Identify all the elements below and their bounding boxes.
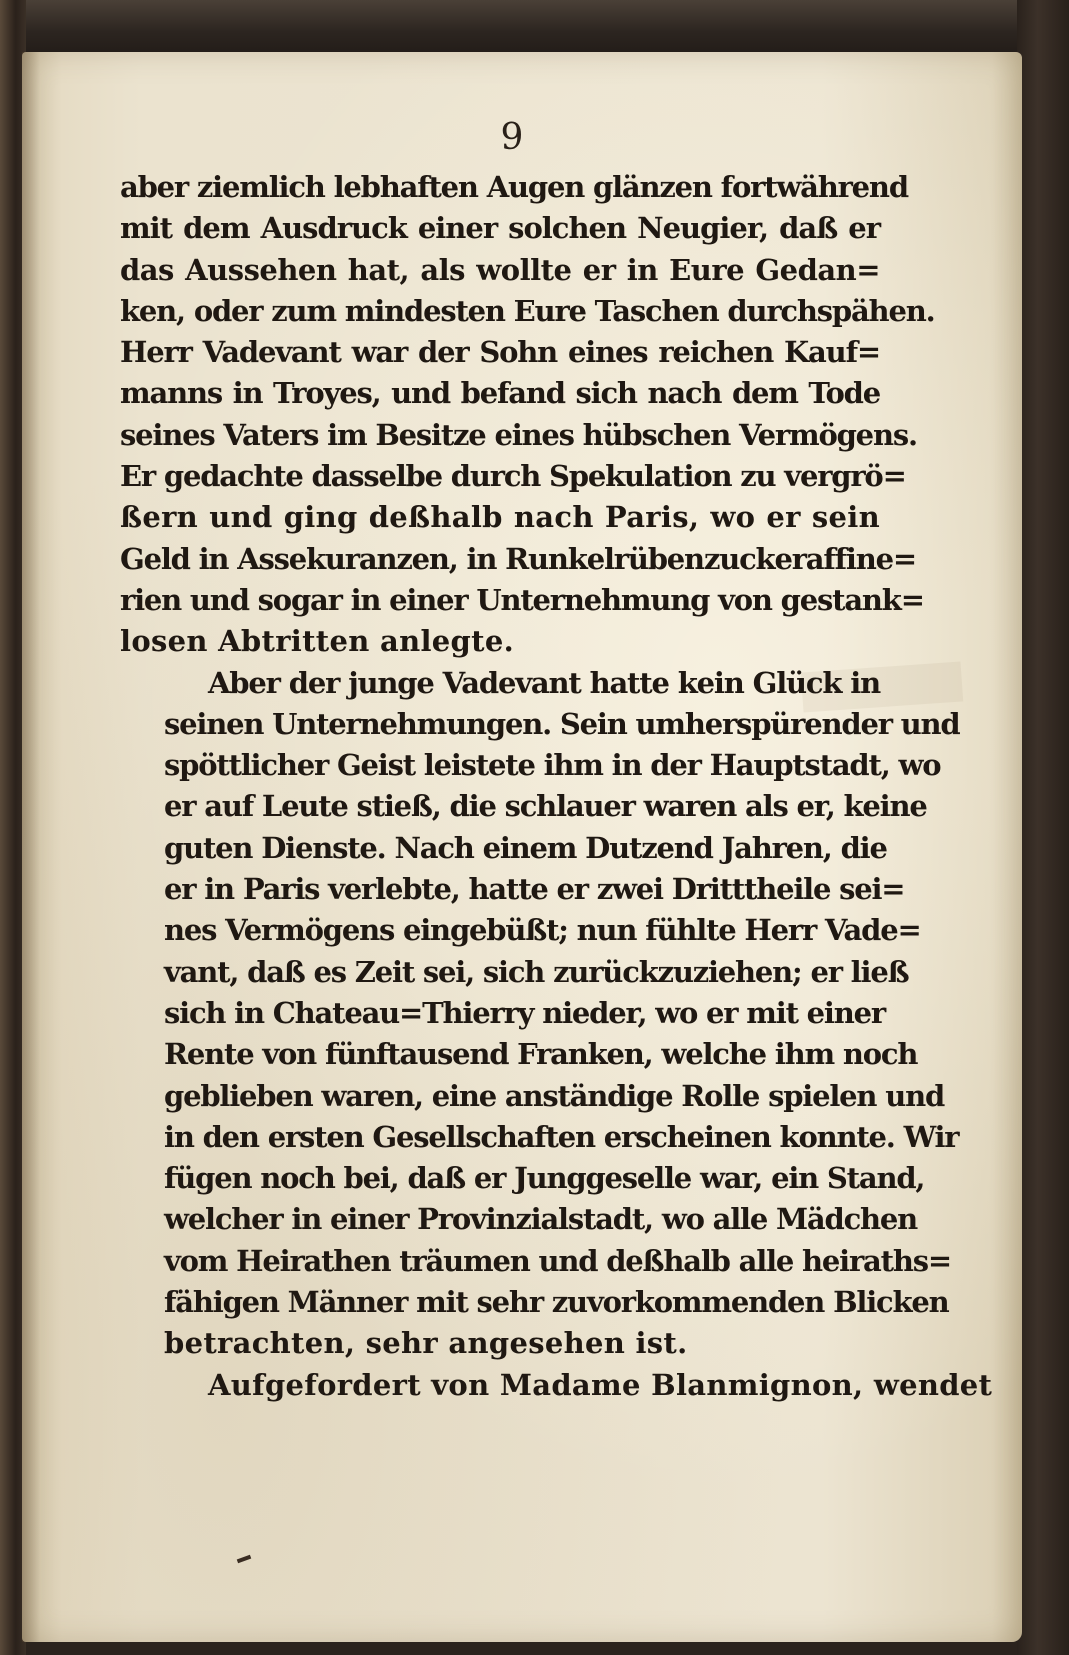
book-cover-right-edge [1017, 0, 1069, 1655]
text-line: betrachten, sehr angesehen ist. [164, 1326, 688, 1361]
text-line: er in Paris verlebte, hatte er zwei Dritttheile sei= [164, 872, 905, 907]
text-line: vant, daß es Zeit sei, sich zurückzuziehen; er ließ [164, 954, 909, 989]
paragraph [120, 1365, 993, 1406]
text-line: mit dem Ausdruck einer solchen Neugier, daß er [120, 211, 880, 246]
paragraph [120, 663, 960, 1365]
text-line: fügen noch bei, daß er Junggeselle war, ein Stand, [164, 1161, 925, 1196]
text-line: nes Vermögens eingebüßt; nun fühlte Herr Vade= [164, 913, 921, 948]
text-line: ken, oder zum mindesten Eure Taschen durchspähen. [120, 293, 935, 328]
text-line: Aufgefordert von Madame Blanmignon, wendet [208, 1367, 993, 1402]
text-line: geblieben waren, eine anständige Rolle spielen und [164, 1078, 945, 1113]
book-cover-top-edge [0, 0, 1069, 58]
text-line: Aber der junge Vadevant hatte kein Glück in [208, 665, 880, 700]
text-line: fähigen Männer mit sehr zuvorkommenden Blicken [164, 1285, 949, 1320]
text-line: losen Abtritten anlegte. [120, 624, 514, 659]
body-text [120, 167, 993, 1406]
paper-page [22, 52, 1022, 1642]
text-line: manns in Troyes, und befand sich nach dem Tode [120, 376, 880, 411]
text-line: spöttlicher Geist leistete ihm in der Hauptstadt, wo [164, 748, 941, 783]
page-gutter-shadow [22, 52, 40, 1642]
text-line: Herr Vadevant war der Sohn eines reichen Kauf= [120, 335, 880, 370]
text-line: seines Vaters im Besitze eines hübschen Vermögens. [120, 417, 917, 452]
text-line: rien und sogar in einer Unternehmung von gestank= [120, 582, 924, 617]
text-line: sich in Chateau=Thierry nieder, wo er mit einer [164, 995, 885, 1030]
text-line: ßern und ging deßhalb nach Paris, wo er sein [120, 500, 880, 535]
text-line: guten Dienste. Nach einem Dutzend Jahren, die [164, 830, 887, 865]
paragraph [120, 167, 935, 663]
text-line: er auf Leute stieß, die schlauer waren als er, keine [164, 789, 927, 824]
text-line: Er gedachte dasselbe durch Spekulation zu vergrö= [120, 459, 906, 494]
text-line: Rente von fünftausend Franken, welche ihm noch [164, 1037, 918, 1072]
text-line: aber ziemlich lebhaften Augen glänzen fortwährend [120, 170, 908, 204]
text-line: welcher in einer Provinzialstadt, wo alle Mädchen [164, 1202, 918, 1237]
text-line: vom Heirathen träumen und deßhalb alle heiraths= [164, 1243, 951, 1278]
text-line: seinen Unternehmungen. Sein umherspürender und [164, 706, 960, 741]
ink-mark [237, 1555, 252, 1564]
page-number: 9 [500, 117, 524, 158]
text-line: Geld in Assekuranzen, in Runkelrübenzuckeraffine= [120, 541, 916, 576]
text-line: in den ersten Gesellschaften erscheinen konnte. Wir [164, 1119, 959, 1154]
text-line: das Aussehen hat, als wollte er in Eure Gedan= [120, 252, 880, 287]
